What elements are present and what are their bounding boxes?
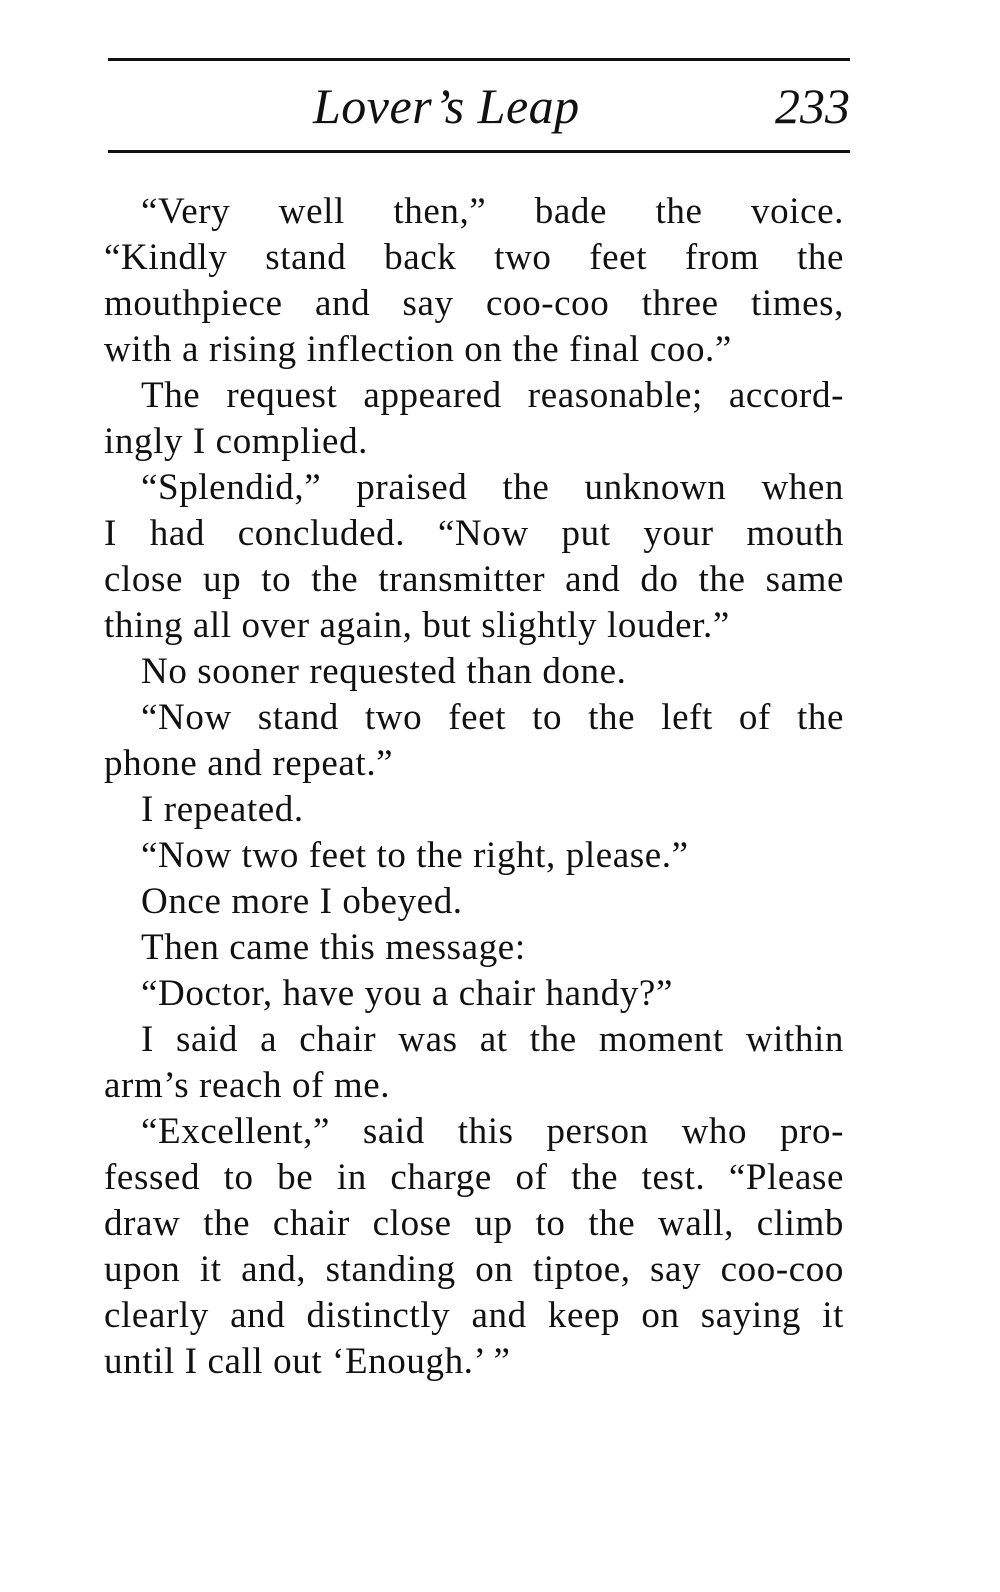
text-line: “Excellent,” said this person who pro- [141, 1111, 844, 1152]
page-number: 233 [775, 78, 850, 134]
header-top-rule [108, 58, 850, 61]
text-line: I said a chair was at the moment within [141, 1019, 844, 1060]
text-line: The request appeared reasonable; accord- [141, 375, 844, 416]
text-line: Then came this message: [141, 927, 526, 968]
text-line: I repeated. [141, 789, 304, 830]
text-line: No sooner requested than done. [141, 651, 627, 692]
text-line: “Splendid,” praised the unknown when [141, 467, 844, 508]
text-line: close up to the transmitter and do the same [104, 559, 844, 600]
text-line: phone and repeat.” [104, 743, 394, 784]
text-line: Once more I obeyed. [141, 881, 463, 922]
running-head [108, 70, 850, 142]
text-line: upon it and, standing on tiptoe, say coo-coo [104, 1249, 844, 1290]
text-line: until I call out ‘Enough.’ ” [104, 1341, 511, 1382]
header-bottom-rule [108, 150, 850, 153]
running-title: Lover’s Leap [313, 78, 580, 134]
text-line: draw the chair close up to the wall, climb [104, 1203, 844, 1244]
text-line: “Now two feet to the right, please.” [141, 835, 689, 876]
text-line: I had concluded. “Now put your mouth [104, 513, 844, 554]
text-line: thing all over again, but slightly louder.” [104, 605, 730, 646]
text-line: “Kindly stand back two feet from the [104, 237, 844, 278]
text-line: arm’s reach of me. [104, 1065, 391, 1106]
text-line: clearly and distinctly and keep on saying it [104, 1295, 844, 1336]
text-line: “Very well then,” bade the voice. [141, 191, 844, 232]
text-line: “Doctor, have you a chair handy?” [141, 973, 673, 1014]
text-line: with a rising inflection on the final coo.” [104, 329, 732, 370]
text-line: ingly I complied. [104, 421, 369, 462]
text-line: fessed to be in charge of the test. “Please [104, 1157, 844, 1198]
text-line: mouthpiece and say coo-coo three times, [104, 283, 844, 324]
text-line: “Now stand two feet to the left of the [141, 697, 844, 738]
body-text [104, 189, 844, 1385]
